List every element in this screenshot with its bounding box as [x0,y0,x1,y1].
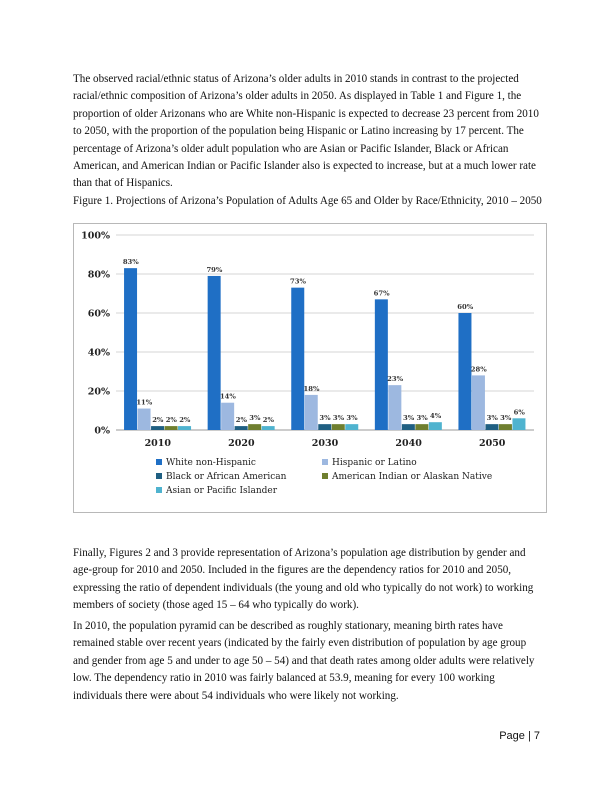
legend-label: Black or African American [166,472,287,482]
legend-swatch [156,473,162,479]
y-tick-label: 20% [87,386,110,398]
data-label: 23% [387,375,404,384]
legend-swatch [156,459,162,465]
x-tick-label: 2040 [395,438,422,449]
bar [235,426,248,430]
bar [458,313,471,430]
bar [305,395,318,430]
legend-label: Asian or Pacific Islander [166,486,278,496]
page-number: Page | 7 [499,730,540,742]
data-label: 6% [513,408,525,417]
y-tick-label: 80% [87,269,110,281]
bar [165,426,178,430]
bar [221,403,234,430]
bar [499,424,512,430]
chart-svg [74,224,546,512]
data-label: 28% [470,365,487,374]
data-label: 3% [249,414,261,423]
x-tick-label: 2010 [144,438,172,449]
legend-label: White non-Hispanic [166,458,256,468]
y-tick-label: 60% [87,308,110,320]
bar [429,422,442,430]
bar [291,288,304,430]
data-label: 3% [319,414,331,423]
x-tick-label: 2020 [228,438,255,449]
data-label: 3% [346,414,358,423]
data-label: 3% [332,414,345,423]
legend-label: Hispanic or Latino [332,458,417,468]
bar [151,426,164,430]
bar [485,424,498,430]
x-tick-label: 2030 [311,438,339,449]
legend-swatch [322,459,328,465]
bar [332,424,345,430]
data-label: 60% [457,303,474,311]
data-label: 3% [486,414,498,423]
data-label: 2% [165,416,177,425]
data-label: 2% [152,416,164,425]
data-label: 2% [235,416,248,425]
data-label: 3% [402,414,415,423]
body-paragraph-2: Finally, Figures 2 and 3 provide representation of Arizona’s population age distribution by gender and age-group for 2010 and 2050. Included in the figures are the dependency ratios for 2010 and 2050, expressing the ratio of dependent individuals (the young and old who typically do not work) to working members of society (those aged 15 – 64 who typically do work). [73,547,534,612]
figure-caption: Figure 1. Projections of Arizona’s Population of Adults Age 65 and Older by Race/Ethnicity, 2010 – 2050 [73,195,542,207]
bar [178,426,191,430]
data-label: 79% [206,265,223,274]
bar [345,424,358,430]
bar [512,418,525,430]
body-paragraph-3: In 2010, the population pyramid can be described as roughly stationary, meaning birth rates have remained stable over recent years (indicated by the fairly even distribution of population by age group and gender from age 5 and under to age 50 – 54) and that death rates among older adults were relatively low. The dependency ratio in 2010 was fairly balanced at 53.9, meaning for every 100 working individuals there were about 54 individuals who were likely not working. [73,620,535,702]
legend-label: American Indian or Alaskan Native [332,472,493,482]
data-label: 14% [219,392,236,401]
bar [124,268,137,430]
legend-swatch [156,487,162,493]
bar [208,276,221,430]
bar [472,375,485,430]
data-label: 4% [429,412,442,421]
data-label: 2% [179,416,191,425]
body-paragraph-1: The observed racial/ethnic status of Arizona’s older adults in 2010 stands in contrast to the projected racial/ethnic composition of Arizona’s older adults in 2050. As displayed in Table 1 and Figure 1, the proportion of older Arizonans who are White non-Hispanic is expected to decrease 23 percent from 2010 to 2050, with the proportion of the population being Hispanic or Latino increasing by 17 percent. The percentage of Arizona’s older adult population who are Asian or Pacific Islander, Black or African American, and American Indian or Pacific Islander also is expected to increase, but at a much lower rate than that of Hispanics. [73,73,539,190]
bar [262,426,275,430]
y-tick-label: 0% [94,425,110,437]
bar [415,424,428,430]
bar [248,424,261,430]
data-label: 3% [500,414,512,423]
x-tick-label: 2050 [478,438,506,449]
bar [138,409,151,430]
y-tick-label: 100% [81,230,110,242]
bar [388,385,401,430]
data-label: 83% [122,258,139,267]
bar [375,299,388,430]
bar [402,424,415,430]
data-label: 73% [290,277,306,286]
data-label: 67% [373,289,390,298]
y-tick-label: 40% [87,347,110,359]
bar [318,424,331,430]
data-label: 11% [136,398,153,407]
figure-1-chart [73,223,547,513]
data-label: 18% [303,384,320,393]
data-label: 3% [416,414,428,423]
data-label: 2% [262,416,275,425]
legend-swatch [322,473,328,479]
